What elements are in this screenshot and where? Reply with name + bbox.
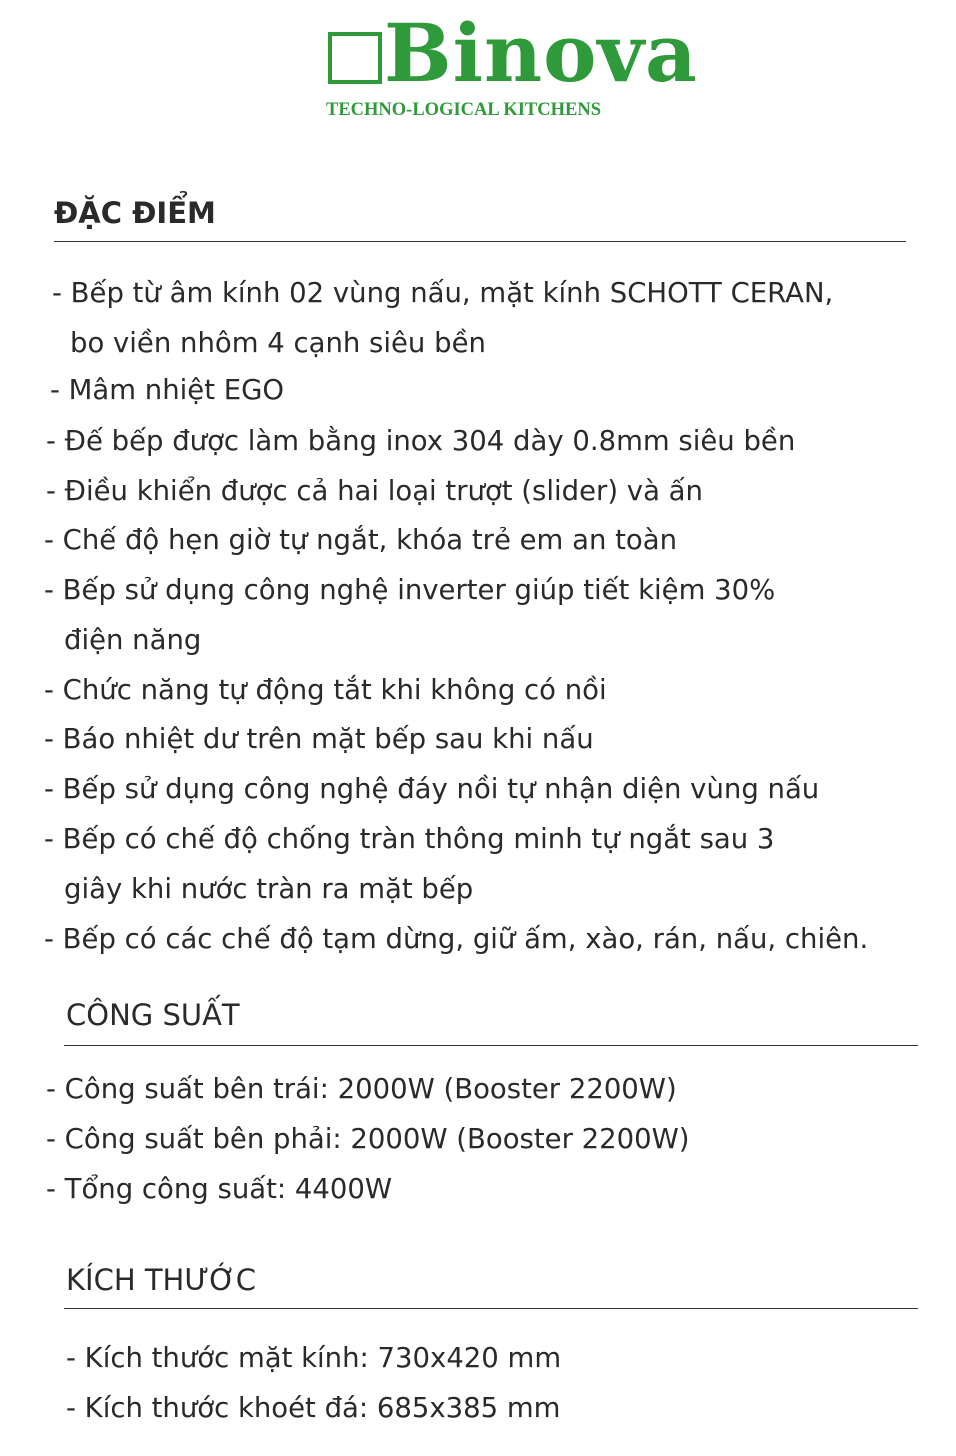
- logo-square-mark: [328, 32, 382, 84]
- feature-line: - Báo nhiệt dư trên mặt bếp sau khi nấu: [44, 723, 594, 755]
- feature-line: bo viền nhôm 4 cạnh siêu bền: [70, 327, 486, 359]
- dimension-line: - Kích thước mặt kính: 730x420 mm: [66, 1342, 562, 1374]
- section-title-power: CÔNG SUẤT: [66, 998, 240, 1032]
- feature-line: - Điều khiển được cả hai loại trượt (slider) và ấn: [46, 475, 703, 507]
- feature-line: - Chức năng tự động tắt khi không có nồi: [44, 674, 607, 706]
- section-title-features: ĐẶC ĐIỂM: [54, 196, 216, 230]
- feature-line: - Bếp sử dụng công nghệ đáy nồi tự nhận diện vùng nấu: [44, 773, 820, 805]
- power-line: - Công suất bên trái: 2000W (Booster 2200W): [46, 1073, 677, 1105]
- section-title-dimensions: KÍCH THƯỚC: [66, 1263, 256, 1297]
- feature-line: giây khi nước tràn ra mặt bếp: [64, 873, 474, 905]
- section-divider-features: [54, 241, 906, 242]
- feature-line: - Bếp sử dụng công nghệ inverter giúp tiết kiệm 30%: [44, 574, 776, 606]
- section-divider-dimensions: [64, 1308, 918, 1309]
- power-line: - Tổng công suất: 4400W: [46, 1173, 393, 1205]
- logo-tagline: TECHNO-LOGICAL KITCHENS: [326, 100, 601, 120]
- brand-logo: [326, 6, 698, 132]
- feature-line: - Chế độ hẹn giờ tự ngắt, khóa trẻ em an toàn: [44, 524, 677, 556]
- feature-line: - Mâm nhiệt EGO: [50, 374, 285, 406]
- feature-line: điện năng: [64, 624, 202, 656]
- feature-line: - Bếp từ âm kính 02 vùng nấu, mặt kính SCHOTT CERAN,: [52, 277, 834, 309]
- feature-line: - Đế bếp được làm bằng inox 304 dày 0.8mm siêu bền: [46, 425, 796, 457]
- logo-wordmark: Binova: [384, 6, 698, 100]
- power-line: - Công suất bên phải: 2000W (Booster 2200W): [46, 1123, 690, 1155]
- feature-line: - Bếp có các chế độ tạm dừng, giữ ấm, xào, rán, nấu, chiên.: [44, 923, 869, 955]
- section-divider-power: [64, 1045, 918, 1046]
- dimension-line: - Kích thước khoét đá: 685x385 mm: [66, 1392, 561, 1424]
- feature-line: - Bếp có chế độ chống tràn thông minh tự ngắt sau 3: [44, 823, 775, 855]
